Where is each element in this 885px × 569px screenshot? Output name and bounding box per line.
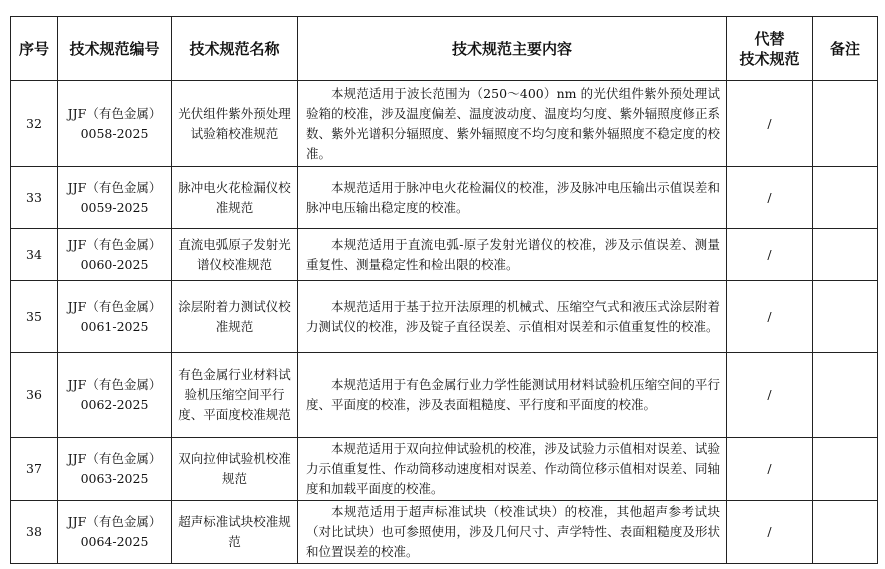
cell-replaces: /	[727, 167, 813, 229]
content-text: 本规范适用于脉冲电火花检漏仪的校准，涉及脉冲电压输出示值误差和脉冲电压输出稳定度的校准。	[306, 179, 720, 215]
cell-note	[813, 438, 878, 501]
cell-content	[298, 501, 727, 564]
code-prefix: JJF（有色金属）	[67, 236, 162, 252]
header-code: 技术规范编号	[58, 17, 172, 81]
cell-content	[298, 229, 727, 281]
cell-name: 双向拉伸试验机校准规范	[172, 438, 298, 501]
cell-note	[813, 501, 878, 564]
cell-content	[298, 353, 727, 438]
code-number: 0064-2025	[80, 534, 149, 549]
cell-name: 有色金属行业材料试验机压缩空间平行度、平面度校准规范	[172, 353, 298, 438]
code-prefix: JJF（有色金属）	[67, 179, 162, 195]
cell-content	[298, 167, 727, 229]
table-row	[11, 501, 878, 564]
cell-code	[58, 501, 172, 564]
cell-no: 34	[11, 229, 58, 281]
cell-replaces: /	[727, 229, 813, 281]
code-prefix: JJF（有色金属）	[67, 377, 162, 392]
cell-note	[813, 353, 878, 438]
content-text: 本规范适用于有色金属行业力学性能测试用材料试验机压缩空间的平行度、平面度的校准，涉及表面粗糙度、平行度和平面度的校准。	[306, 377, 720, 412]
cell-replaces: /	[727, 281, 813, 353]
header-note: 备注	[813, 17, 878, 81]
table-row	[11, 353, 878, 438]
cell-replaces: /	[727, 438, 813, 501]
code-number: 0063-2025	[80, 471, 149, 486]
cell-note	[813, 281, 878, 353]
content-text: 本规范适用于超声标准试块（校准试块）的校准，其他超声参考试块（对比试块）也可参照使用，涉及几何尺寸、声学特性、表面粗糙度及形状和位置误差的校准。	[306, 504, 720, 559]
cell-content	[298, 81, 727, 167]
cell-name: 光伏组件紫外预处理试验箱校准规范	[172, 81, 298, 167]
spec-table	[10, 16, 878, 564]
header-no: 序号	[11, 17, 58, 81]
cell-replaces: /	[727, 353, 813, 438]
code-prefix: JJF（有色金属）	[67, 514, 162, 529]
content-text: 本规范适用于基于拉开法原理的机械式、压缩空气式和液压式涂层附着力测试仪的校准，涉及锭子直径误差、示值相对误差和示值重复性的校准。	[306, 298, 720, 334]
cell-no: 38	[11, 501, 58, 564]
cell-code	[58, 229, 172, 281]
cell-content	[298, 438, 727, 501]
header-replaces	[727, 17, 813, 81]
cell-name: 涂层附着力测试仪校准规范	[172, 281, 298, 353]
header-content: 技术规范主要内容	[298, 17, 727, 81]
cell-note	[813, 81, 878, 167]
header-name: 技术规范名称	[172, 17, 298, 81]
code-number: 0061-2025	[80, 318, 149, 334]
table-row	[11, 229, 878, 281]
cell-no: 37	[11, 438, 58, 501]
cell-no: 33	[11, 167, 58, 229]
table-row	[11, 81, 878, 167]
cell-code	[58, 438, 172, 501]
table-row	[11, 167, 878, 229]
content-text: 本规范适用于双向拉伸试验机的校准，涉及试验力示值相对误差、试验力示值重复性、作动筒移动速度相对误差、作动筒位移示值相对误差、同轴度和加载平面度的校准。	[306, 441, 720, 496]
code-prefix: JJF（有色金属）	[67, 105, 162, 121]
cell-code	[58, 353, 172, 438]
code-prefix: JJF（有色金属）	[67, 298, 162, 314]
header-replaces-line2: 技术规范	[739, 49, 800, 68]
cell-name: 脉冲电火花检漏仪校准规范	[172, 167, 298, 229]
code-prefix: JJF（有色金属）	[67, 451, 162, 466]
cell-content	[298, 281, 727, 353]
code-number: 0059-2025	[80, 199, 149, 215]
cell-name: 超声标准试块校准规范	[172, 501, 298, 564]
cell-note	[813, 229, 878, 281]
header-replaces-line1: 代替	[754, 29, 785, 48]
table-row	[11, 438, 878, 501]
cell-code	[58, 167, 172, 229]
code-number: 0060-2025	[80, 256, 149, 272]
code-number: 0062-2025	[80, 397, 149, 412]
content-text: 本规范适用于直流电弧-原子发射光谱仪的校准，涉及示值误差、测量重复性、测量稳定性和检出限的校准。	[306, 236, 720, 272]
cell-no: 35	[11, 281, 58, 353]
cell-code	[58, 281, 172, 353]
cell-code	[58, 81, 172, 167]
code-number: 0058-2025	[80, 125, 149, 141]
cell-no: 32	[11, 81, 58, 167]
cell-name: 直流电弧原子发射光谱仪校准规范	[172, 229, 298, 281]
table-header-row	[11, 17, 878, 81]
content-text: 本规范适用于波长范围为（250～400）nm 的光伏组件紫外预处理试验箱的校准，涉及温度偏差、温度波动度、温度均匀度、紫外辐照度修正系数、紫外光谱积分辐照度、紫外辐照度不均匀度和紫外辐照度不稳定度的校准。	[306, 85, 720, 161]
cell-replaces: /	[727, 501, 813, 564]
cell-replaces: /	[727, 81, 813, 167]
table-row	[11, 281, 878, 353]
cell-note	[813, 167, 878, 229]
cell-no: 36	[11, 353, 58, 438]
